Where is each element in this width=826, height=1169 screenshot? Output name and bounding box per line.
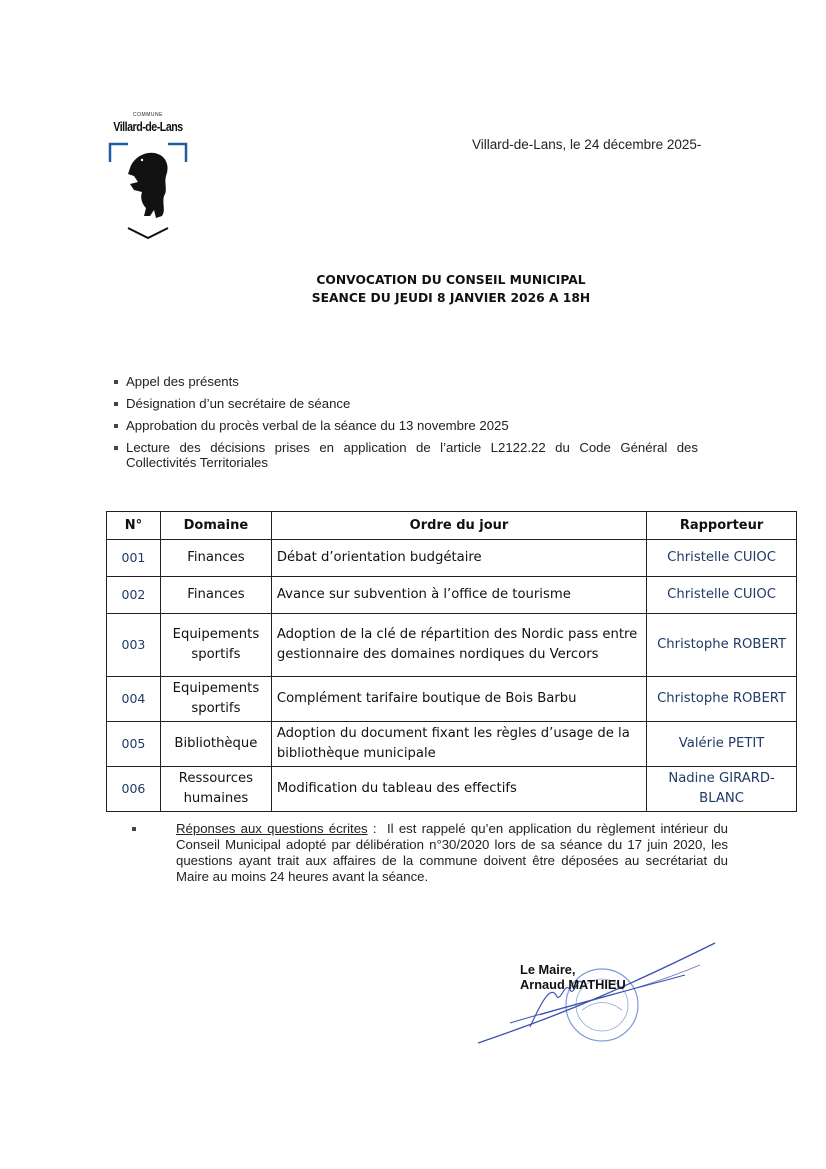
signature-name: Arnaud MATHIEU xyxy=(520,977,626,992)
row-domain: Equipements sportifs xyxy=(160,677,271,722)
row-num: 006 xyxy=(107,767,161,812)
table-row xyxy=(107,614,797,677)
header-domain: Domaine xyxy=(160,512,271,540)
row-agenda-item: Complément tarifaire boutique de Bois Barbu xyxy=(271,677,646,722)
row-domain: Bibliothèque xyxy=(160,722,271,767)
row-num: 005 xyxy=(107,722,161,767)
date-line: Villard-de-Lans, le 24 décembre 2025- xyxy=(472,137,702,152)
title-line-2: SEANCE DU JEUDI 8 JANVIER 2026 A 18H xyxy=(311,291,591,305)
row-agenda-item: Débat d’orientation budgétaire xyxy=(271,540,646,577)
header-agenda-item: Ordre du jour xyxy=(271,512,646,540)
header-reporter: Rapporteur xyxy=(647,512,797,540)
row-num: 002 xyxy=(107,577,161,614)
bear-crest-icon xyxy=(100,138,196,242)
list-item: Appel des présents xyxy=(113,374,698,389)
table-row xyxy=(107,677,797,722)
title-line-1: CONVOCATION DU CONSEIL MUNICIPAL xyxy=(316,273,586,287)
written-questions-note xyxy=(128,821,728,885)
signature-block xyxy=(520,962,626,992)
commune-logo xyxy=(100,112,196,242)
row-reporter: Christophe ROBERT xyxy=(647,614,797,677)
row-domain: Finances xyxy=(160,540,271,577)
table-header-row xyxy=(107,512,797,540)
agenda-table xyxy=(106,511,797,812)
list-item: Désignation d’un secrétaire de séance xyxy=(113,396,698,411)
official-stamp-and-signature-icon xyxy=(470,935,730,1055)
row-reporter: Valérie PETIT xyxy=(647,722,797,767)
row-domain: Ressources humaines xyxy=(160,767,271,812)
document-title xyxy=(0,271,826,307)
row-agenda-item: Avance sur subvention à l’office de tourisme xyxy=(271,577,646,614)
row-agenda-item: Adoption du document fixant les règles d’usage de la bibliothèque municipale xyxy=(271,722,646,767)
logo-commune-name: Villard-de-Lans xyxy=(113,119,183,134)
row-reporter: Christelle CUIOC xyxy=(647,577,797,614)
row-num: 001 xyxy=(107,540,161,577)
logo-commune-label: COMMUNE xyxy=(133,112,163,118)
row-reporter: Christophe ROBERT xyxy=(647,677,797,722)
row-num: 004 xyxy=(107,677,161,722)
table-row xyxy=(107,577,797,614)
row-reporter: Nadine GIRARD-BLANC xyxy=(647,767,797,812)
row-agenda-item: Modification du tableau des effectifs xyxy=(271,767,646,812)
row-domain: Equipements sportifs xyxy=(160,614,271,677)
bullet-icon xyxy=(132,827,136,831)
table-row xyxy=(107,767,797,812)
row-reporter: Christelle CUIOC xyxy=(647,540,797,577)
note-paragraph xyxy=(128,821,728,885)
table-row xyxy=(107,540,797,577)
list-item: Lecture des décisions prises en application de l’article L2122.22 du Code Général des Collectivités Territoriales xyxy=(113,440,698,470)
note-separator: : xyxy=(367,821,388,836)
signature-title: Le Maire, xyxy=(520,962,576,977)
header-num: N° xyxy=(107,512,161,540)
row-domain: Finances xyxy=(160,577,271,614)
list-item: Approbation du procès verbal de la séance du 13 novembre 2025 xyxy=(113,418,698,433)
table-row xyxy=(107,722,797,767)
note-body: Il est rappelé qu’en application du règlement intérieur du Conseil Municipal adopté par délibération n°30/2020 lors de sa séance du 17 juin 2020, les questions ayant trait aux affaires de la commune doivent être déposées au secrétariat du Maire au moins 24 heures avant la séance. xyxy=(176,821,729,884)
preliminary-items-list xyxy=(113,374,698,477)
note-lead: Réponses aux questions écrites xyxy=(176,821,368,836)
row-agenda-item: Adoption de la clé de répartition des Nordic pass entre gestionnaire des domaines nordiques du Vercors xyxy=(271,614,646,677)
row-num: 003 xyxy=(107,614,161,677)
